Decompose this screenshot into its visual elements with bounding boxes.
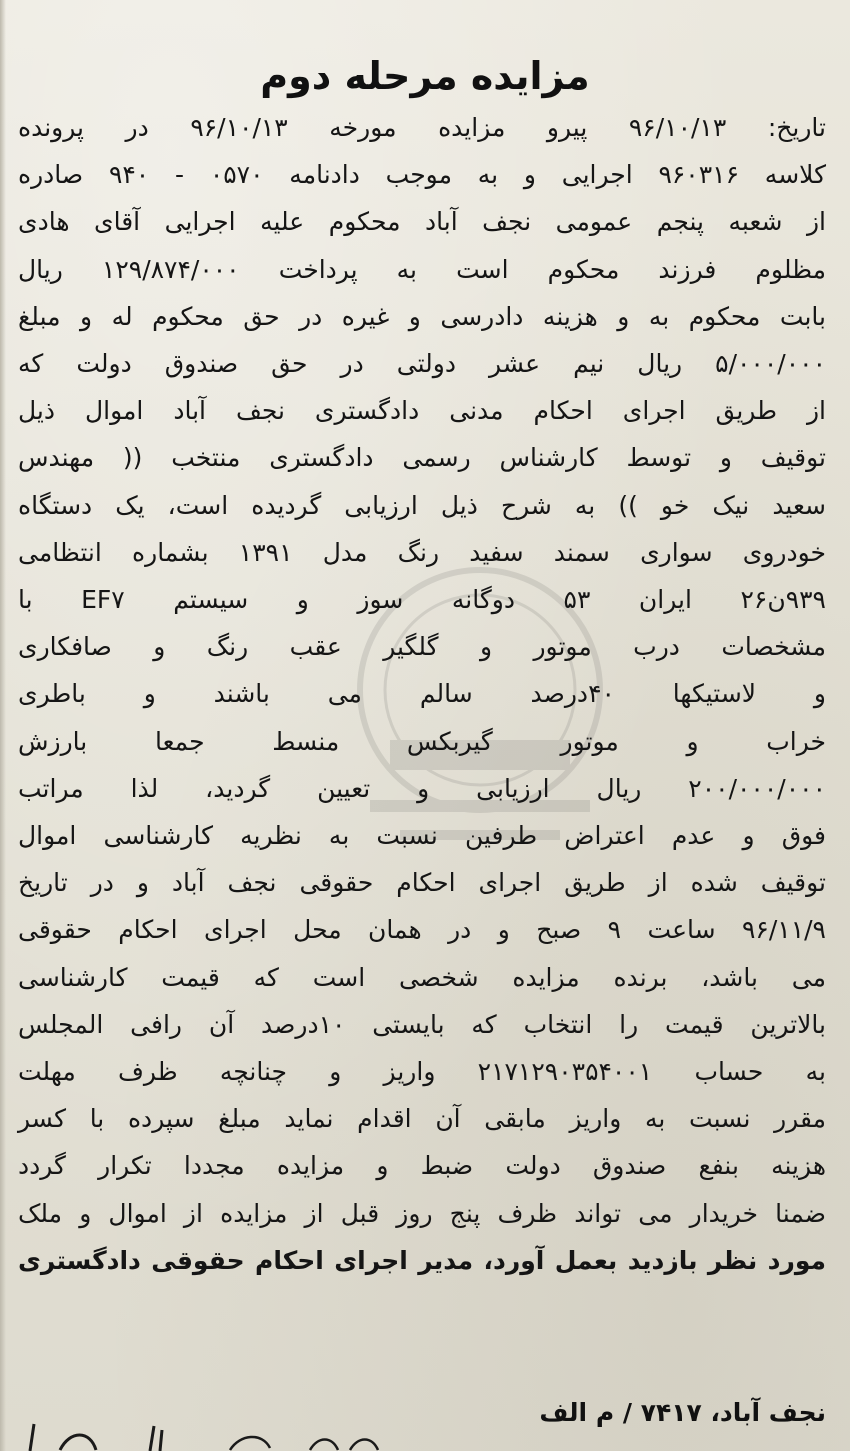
notice-line: خراب و موتور گیربکس منسط جمعا بارزش: [18, 726, 826, 756]
notice-line: می باشد، برنده مزایده شخصی است که قیمت کارشناسی: [18, 962, 826, 992]
notice-line: و لاستیکها ۴۰درصد سالم می باشند و باطری: [18, 679, 826, 709]
notice-line: بالاترین قیمت را انتخاب که بایستی ۱۰درصد آن رافی المجلس: [18, 1009, 826, 1039]
notice-line: ۲۰۰/۰۰۰/۰۰۰ ریال ارزیابی و تعیین گردید، لذا مراتب: [18, 773, 826, 803]
notice-title: مزایده مرحله دوم: [260, 54, 590, 98]
notice-line: به حساب ۲۱۷۱۲۹۰۳۵۴۰۰۱ واریز و چنانچه ظرف مهلت: [18, 1057, 826, 1087]
notice-line: مورد نظر بازدید بعمل آورد، مدیر اجرای احکام حقوقی دادگستری: [18, 1245, 826, 1275]
notice-line: ۵/۰۰۰/۰۰۰ ریال نیم عشر دولتی در حق صندوق دولت که: [18, 349, 826, 379]
notice-line: سعید نیک خو )) به شرح ذیل ارزیابی گردیده است، یک دستگاه: [18, 490, 826, 520]
page-fold-shadow: [0, 0, 6, 1451]
notice-line: توقیف شده از طریق اجرای احکام حقوقی نجف آباد و در تاریخ: [18, 868, 826, 898]
notice-line: فوق و عدم اعتراض طرفین نسبت به نظریه کارشناسی اموال: [18, 821, 826, 851]
notice-signoff: نجف آباد، ۷۴۱۷ / م الف: [539, 1398, 826, 1427]
notice-line: مظلوم فرزند محکوم است به پرداخت ۱۲۹/۸۷۴/۰۰۰ ریال: [18, 254, 826, 284]
handwritten-mark: [0, 1420, 460, 1451]
notice-line: ضمنا خریدار می تواند ظرف پنج روز قبل از مزایده از اموال و ملک: [18, 1198, 826, 1228]
notice-line: تاریخ: ۹۶/۱۰/۱۳ پیرو مزایده مورخه ۹۶/۱۰/۱۳ در پرونده: [18, 113, 826, 142]
notice-line: هزینه بنفع صندوق دولت ضبط و مزایده مجددا تکرار گردد: [18, 1151, 826, 1181]
notice-line: از طریق اجرای احکام مدنی دادگستری نجف آباد اموال ذیل: [18, 396, 826, 426]
notice-line: از شعبه پنجم عمومی نجف آباد محکوم علیه اجرایی آقای هادی: [18, 207, 826, 237]
notice-line: کلاسه ۹۶۰۳۱۶ اجرایی و به موجب دادنامه ۰۵۷۰ - ۹۴۰ صادره: [18, 160, 826, 190]
notice-line: ۹۶/۱۱/۹ ساعت ۹ صبح و در همان محل اجرای احکام حقوقی: [18, 915, 826, 945]
notice-line: توقیف و توسط کارشناس رسمی دادگستری منتخب (( مهندس: [18, 443, 826, 473]
notice-line: ۹۳۹ن۲۶ ایران ۵۳ دوگانه سوز و سیستم EF۷ با: [18, 585, 826, 615]
notice-line: مقرر نسبت به واریز مابقی آن اقدام نماید مبلغ سپرده با کسر: [18, 1104, 826, 1134]
notice-line: بابت محکوم به و هزینه دادرسی و غیره در حق محکوم له و مبلغ: [18, 301, 826, 331]
notice-line: خودروی سواری سمند سفید رنگ مدل ۱۳۹۱ بشماره انتظامی: [18, 537, 826, 567]
notice-body: [18, 104, 826, 1284]
notice-line: مشخصات درب موتور و گلگیر عقب رنگ و صافکاری: [18, 632, 826, 662]
